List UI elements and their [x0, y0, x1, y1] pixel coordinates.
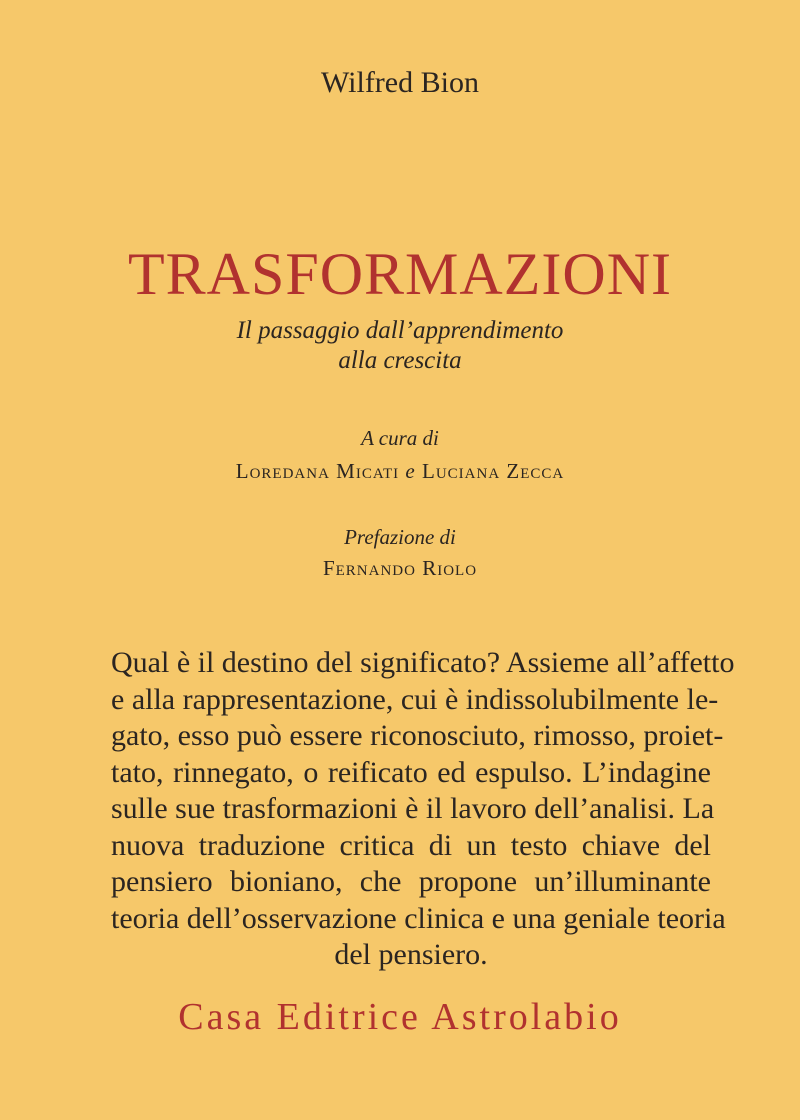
blurb-line: nuova traduzione critica di un testo chiave del	[111, 828, 711, 862]
editors-names	[0, 459, 800, 484]
preface-label: Prefazione di	[344, 525, 456, 549]
blurb-line: e alla rappresentazione, cui è indissolubilmente le-	[111, 682, 719, 716]
blurb-line: pensiero bioniano, che propone un’illuminante	[111, 865, 711, 898]
blurb-line: teoria dell’osservazione clinica e una geniale teoria	[111, 901, 726, 935]
author-name: Wilfred Bion	[321, 66, 479, 99]
subtitle-line: alla crescita	[338, 347, 462, 374]
blurb-line: gato, esso può essere riconosciuto, rimosso, proiet-	[111, 719, 724, 752]
editor-name: Luciana Zecca	[422, 459, 565, 483]
back-blurb	[111, 645, 735, 974]
book-subtitle	[0, 316, 800, 376]
editor-name: Loredana Micati	[235, 459, 400, 483]
editors-conjunction: e	[405, 459, 416, 483]
blurb-line: del pensiero.	[334, 938, 488, 971]
preface-author: Fernando Riolo	[322, 556, 478, 580]
subtitle-line: Il passaggio dall’apprendimento	[236, 317, 564, 344]
publisher-name: Casa Editrice Astrolabio	[178, 996, 622, 1038]
book-title: TRASFORMAZIONI	[127, 241, 673, 307]
editors-label: A cura di	[361, 426, 439, 450]
blurb-line: Qual è il destino del significato? Assieme all’affetto	[111, 646, 735, 679]
blurb-line: sulle sue trasformazioni è il lavoro dell’analisi. La	[111, 792, 715, 825]
blurb-line: tato, rinnegato, o reificato ed espulso. L’indagine	[111, 755, 711, 789]
